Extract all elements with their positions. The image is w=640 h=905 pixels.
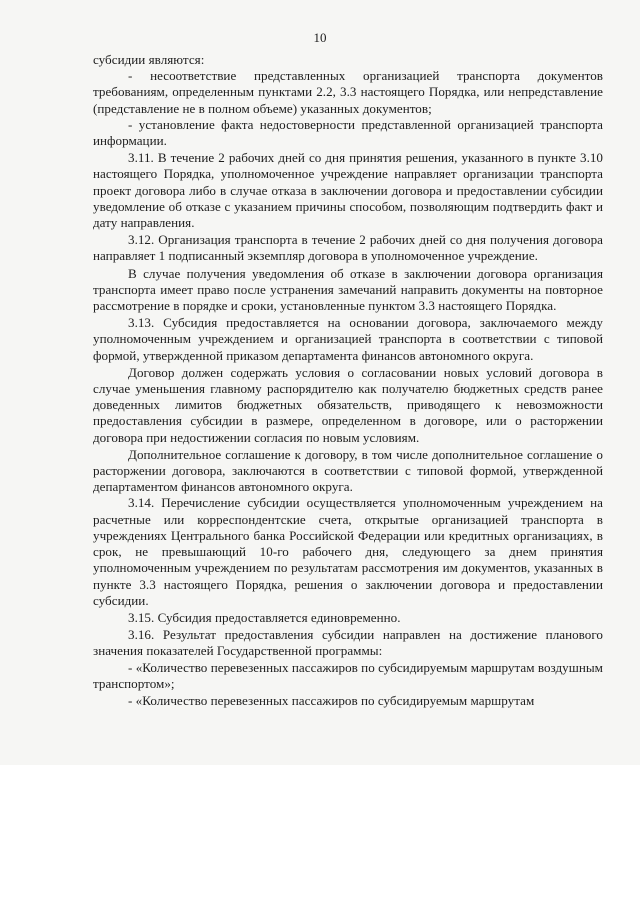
paragraph: 3.12. Организация транспорта в течение 2 рабочих дней со дня получения договора направляет 1 подписанный экземпляр договора в уполномоченное учреждение. — [93, 232, 603, 264]
paragraph: - «Количество перевезенных пассажиров по субсидируемым маршрутам воздушным транспортом»; — [93, 659, 603, 691]
document-body — [93, 52, 603, 709]
paragraph: Договор должен содержать условия о согласовании новых условий договора в случае уменьшения главному распорядителю как получателю бюджетных средств ранее доведенных лимитов бюджетных обязательств, приводящего к невозможности предоставления субсидии в размере, определенном в договоре, или о расторжении договора при недостижении согласия по новым условиям. — [93, 364, 603, 445]
paragraph: - установление факта недостоверности представленной организацией транспорта информации. — [93, 116, 603, 149]
paragraph: 3.13. Субсидия предоставляется на основании договора, заключаемого между уполномоченным учреждением и организацией транспорта в соответствии с типовой формой, утвержденной приказом департамента финансов автономного округа. — [93, 315, 603, 363]
paragraph: Дополнительное соглашение к договору, в том числе дополнительное соглашение о расторжении договора, заключаются в соответствии с типовой формой, утвержденной департаментом финансов автономного округа. — [93, 446, 603, 495]
paragraph: субсидии являются: — [93, 52, 205, 67]
paragraph: В случае получения уведомления об отказе в заключении договора организация транспорта имеет право после устранения замечаний направить документы на повторное рассмотрение в порядке и сроки, установленные пунктом 3.3 настоящего Порядка. — [93, 265, 603, 314]
paragraph: 3.14. Перечисление субсидии осуществляется уполномоченным учреждением на расчетные или корреспондентские счета, открытые организацией транспорта в учреждениях Центрального банка Российской Федерации или кредитных организациях, в срок, не превышающий 10-го рабочего дня, следующего за днем принятия уполномоченным учреждением по результатам рассмотрения им документов, указанных в пункте 3.3 настоящего Порядка, решения о заключении договора и предоставлении субсидии. — [93, 495, 603, 608]
paragraph: 3.15. Субсидия предоставляется единовременно. — [128, 609, 401, 625]
page-number: 10 — [313, 30, 327, 45]
paragraph: - «Количество перевезенных пассажиров по субсидируемым маршрутам — [128, 692, 535, 708]
paragraph: - несоответствие представленных организацией транспорта документов требованиям, определенным пунктами 2.2, 3.3 настоящего Порядка, или непредставление (представление не в полном объеме) указанных документов; — [93, 68, 603, 116]
paragraph: 3.11. В течение 2 рабочих дней со дня принятия решения, указанного в пункте 3.10 настоящего Порядка, уполномоченное учреждение направляет организации транспорта проект договора либо в случае отказа в заключении договора и предоставлении субсидии уведомление об отказе с указанием причины способом, позволяющим подтвердить факт и дату направления. — [93, 150, 603, 231]
paragraph: 3.16. Результат предоставления субсидии направлен на достижение планового значения показателей Государственной программы: — [93, 627, 603, 659]
